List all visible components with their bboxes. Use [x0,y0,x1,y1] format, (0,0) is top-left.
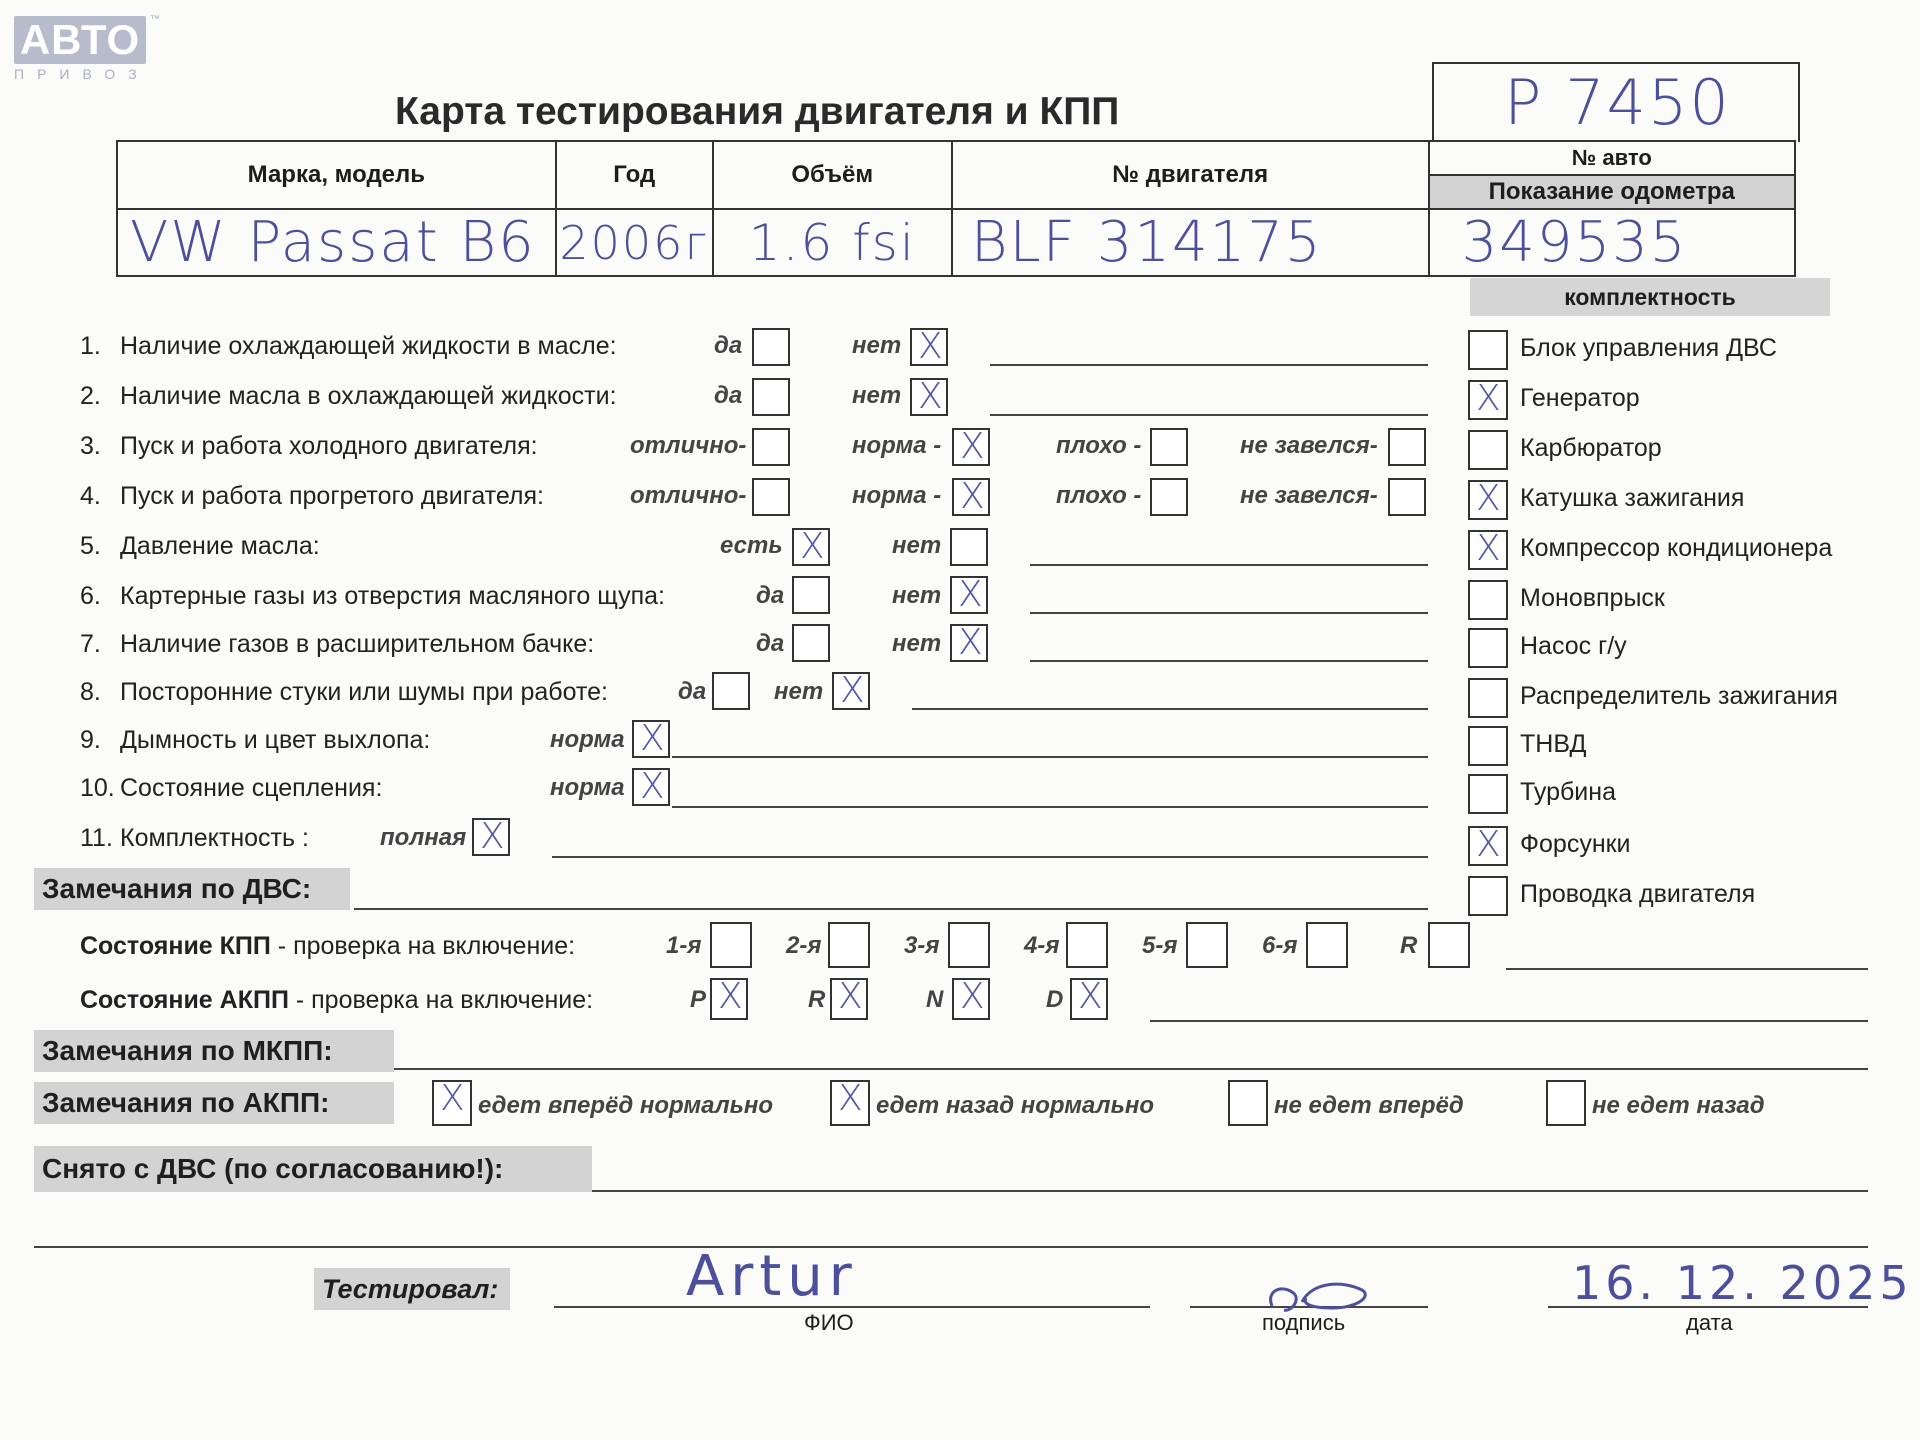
completeness-checkbox-6[interactable] [1468,580,1508,620]
gear-4-checkbox[interactable] [1066,922,1108,968]
completeness-label-5: Компрессор кондиционера [1520,534,1833,562]
q4-normal-checkbox[interactable] [952,478,990,516]
gear-2-label: 2-я [786,932,822,959]
q6-number: 6. [80,582,101,610]
q3-nostart-checkbox[interactable] [1388,428,1426,466]
auto-number-box [1432,62,1800,142]
q4-number: 4. [80,482,101,510]
akpp-notes-line [1150,1020,1868,1022]
q4-opt4-label: не завелся- [1240,482,1378,509]
q5-opt1-label: есть [720,532,783,559]
tester-name-value: Artur [686,1244,858,1309]
q5-no-checkbox[interactable] [950,528,988,566]
q4-opt1-label: отлично- [630,482,747,509]
q4-bad-checkbox[interactable] [1150,478,1188,516]
q3-opt4-label: не завелся- [1240,432,1378,459]
q3-excellent-checkbox[interactable] [752,428,790,466]
q9-notes-line [672,756,1428,758]
completeness-checkbox-1[interactable] [1468,330,1508,370]
q6-no-checkbox[interactable] [950,576,988,614]
q7-notes-line [1030,660,1428,662]
completeness-label-8: Распределитель зажигания [1520,682,1838,710]
completeness-label-11: Форсунки [1520,830,1631,858]
gear-3-label: 3-я [904,932,940,959]
vehicle-info-table [116,140,1796,277]
akpp-no-forward-checkbox[interactable] [1228,1080,1268,1126]
odometer-label: Показание одометра [1430,176,1794,208]
auto-number-label: № авто [1430,142,1794,176]
akpp-no-backward-label: не едет назад [1592,1092,1765,1119]
q10-opt1-label: норма [550,774,625,801]
akpp-r-checkbox[interactable] [830,978,868,1020]
akpp-r-label: R [808,986,826,1013]
q3-opt3-label: плохо - [1056,432,1142,459]
gear-5-checkbox[interactable] [1186,922,1228,968]
akpp-n-label: N [926,986,944,1013]
gear-r-checkbox[interactable] [1428,922,1470,968]
q9-opt1-label: норма [550,726,625,753]
odometer-value: 349535 [1429,209,1795,276]
q7-label: Наличие газов в расширительном бачке: [120,630,595,658]
kpp-label-bold: Состояние КПП [80,932,271,960]
q7-number: 7. [80,630,101,658]
completeness-label-2: Генератор [1520,384,1640,412]
q6-opt1-label: да [756,582,785,609]
logo-trademark: ™ [150,14,160,25]
completeness-label-10: Турбина [1520,778,1616,806]
q10-normal-checkbox[interactable] [632,768,670,806]
akpp-n-checkbox[interactable] [952,978,990,1020]
akpp-p-checkbox[interactable] [710,978,748,1020]
q4-label: Пуск и работа прогретого двигателя: [120,482,544,510]
remarks-dvs-line [354,908,1428,910]
q7-opt1-label: да [756,630,785,657]
akpp-forward-ok-label: едет вперёд нормально [478,1092,774,1119]
q6-notes-line [1030,612,1428,614]
date-value: 16. 12. 2025 [1572,1256,1913,1310]
kpp-label-rest: - проверка на включение: [270,932,576,960]
year-value: 2006г [556,209,713,276]
gear-r-label: R [1400,932,1418,959]
akpp-no-backward-checkbox[interactable] [1546,1080,1586,1126]
q1-opt1-label: да [714,332,743,359]
gear-6-checkbox[interactable] [1306,922,1348,968]
q7-yes-checkbox[interactable] [792,624,830,662]
q8-label: Посторонние стуки или шумы при работе: [120,678,608,706]
q1-opt2-label: нет [852,332,902,359]
q1-yes-checkbox[interactable] [752,328,790,366]
q11-opt1-label: полная [380,824,467,851]
remarks-akpp-label: Замечания по АКПП: [34,1082,394,1124]
gear-1-checkbox[interactable] [710,922,752,968]
q2-opt1-label: да [714,382,743,409]
q2-number: 2. [80,382,101,410]
gear-1-label: 1-я [666,932,702,959]
completeness-checkbox-2[interactable] [1468,380,1508,420]
akpp-forward-ok-checkbox[interactable] [432,1080,472,1126]
q11-notes-line [552,856,1428,858]
q6-yes-checkbox[interactable] [792,576,830,614]
q4-opt2-label: норма - [852,482,942,509]
removed-line-2 [34,1246,1868,1248]
q1-notes-line [990,364,1428,366]
q2-no-checkbox[interactable] [910,378,948,416]
q9-label: Дымность и цвет выхлопа: [120,726,431,754]
fio-caption: ФИО [804,1310,854,1335]
q4-opt3-label: плохо - [1056,482,1142,509]
q7-no-checkbox[interactable] [950,624,988,662]
completeness-label-6: Моновпрыск [1520,584,1665,612]
q8-number: 8. [80,678,101,706]
q3-normal-checkbox[interactable] [952,428,990,466]
q5-opt2-label: нет [892,532,942,559]
q5-number: 5. [80,532,101,560]
akpp-label [80,986,593,1015]
q2-opt2-label: нет [852,382,902,409]
q6-label: Картерные газы из отверстия масляного щупа: [120,582,665,610]
q8-yes-checkbox[interactable] [712,672,750,710]
engine-value: BLF 314175 [952,209,1429,276]
q9-number: 9. [80,726,101,754]
q4-excellent-checkbox[interactable] [752,478,790,516]
removed-line [592,1190,1868,1192]
q3-number: 3. [80,432,101,460]
akpp-label-bold: Состояние АКПП [80,986,289,1014]
completeness-checkbox-11[interactable] [1468,826,1508,866]
completeness-label-9: ТНВД [1520,730,1587,758]
completeness-checkbox-9[interactable] [1468,726,1508,766]
gear-5-label: 5-я [1142,932,1178,959]
logo-subtitle: ПРИВОЗ [14,66,150,82]
q2-notes-line [990,414,1428,416]
completeness-label-7: Насос г/у [1520,632,1627,660]
completeness-label-12: Проводка двигателя [1520,880,1756,908]
kpp-label [80,932,575,961]
akpp-p-label: P [690,986,707,1013]
removed-label: Снято с ДВС (по согласованию!): [34,1146,592,1192]
completeness-checkbox-10[interactable] [1468,774,1508,814]
q9-normal-checkbox[interactable] [632,720,670,758]
q6-opt2-label: нет [892,582,942,609]
kpp-notes-line [1506,968,1868,970]
q3-label: Пуск и работа холодного двигателя: [120,432,538,460]
logo: АВТО [14,16,146,64]
q10-label: Состояние сцепления: [120,774,383,802]
q3-opt1-label: отлично- [630,432,747,459]
completeness-checkbox-8[interactable] [1468,678,1508,718]
engine-header: № двигателя [952,141,1429,209]
completeness-label-4: Катушка зажигания [1520,484,1745,512]
q3-opt2-label: норма - [852,432,942,459]
page-title: Карта тестирования двигателя и КПП [395,90,1120,133]
gear-4-label: 4-я [1024,932,1060,959]
akpp-backward-ok-label: едет назад нормально [876,1092,1155,1119]
gear-3-checkbox[interactable] [948,922,990,968]
volume-header: Объём [713,141,952,209]
akpp-d-checkbox[interactable] [1070,978,1108,1020]
q1-number: 1. [80,332,101,360]
q11-full-checkbox[interactable] [472,818,510,856]
q3-bad-checkbox[interactable] [1150,428,1188,466]
brand-value: VW Passat B6 [117,209,556,276]
completeness-checkbox-4[interactable] [1468,480,1508,520]
q11-label: Комплектность : [120,824,309,852]
q5-label: Давление масла: [120,532,320,560]
signature-caption: подпись [1262,1310,1346,1335]
completeness-checkbox-7[interactable] [1468,628,1508,668]
q8-notes-line [912,708,1428,710]
akpp-label-rest: - проверка на включение: [288,986,594,1014]
q4-nostart-checkbox[interactable] [1388,478,1426,516]
completeness-checkbox-3[interactable] [1468,430,1508,470]
q11-number: 11. [80,824,113,852]
q2-label: Наличие масла в охлаждающей жидкости: [120,382,617,410]
q5-yes-checkbox[interactable] [792,528,830,566]
q10-notes-line [672,806,1428,808]
auto-odometer-header [1429,141,1795,209]
remarks-mkpp-line [394,1068,1868,1070]
q8-opt1-label: да [678,678,707,705]
volume-value: 1.6 fsi [713,209,952,276]
remarks-mkpp-label: Замечания по МКПП: [34,1030,394,1072]
auto-number-value: P 7450 [1504,66,1731,139]
completeness-checkbox-5[interactable] [1468,530,1508,570]
q8-opt2-label: нет [774,678,824,705]
tested-by-label: Тестировал: [314,1268,510,1310]
brand-header: Марка, модель [117,141,556,209]
completeness-label-1: Блок управления ДВС [1520,334,1777,362]
q2-yes-checkbox[interactable] [752,378,790,416]
gear-6-label: 6-я [1262,932,1298,959]
date-caption: дата [1686,1310,1733,1335]
completeness-checkbox-12[interactable] [1468,876,1508,916]
q8-no-checkbox[interactable] [832,672,870,710]
q1-label: Наличие охлаждающей жидкости в масле: [120,332,617,360]
completeness-title: комплектность [1470,278,1830,316]
q7-opt2-label: нет [892,630,942,657]
akpp-backward-ok-checkbox[interactable] [830,1080,870,1126]
completeness-label-3: Карбюратор [1520,434,1662,462]
q10-number: 10. [80,774,115,802]
akpp-d-label: D [1046,986,1064,1013]
gear-2-checkbox[interactable] [828,922,870,968]
q5-notes-line [1030,564,1428,566]
year-header: Год [556,141,713,209]
q1-no-checkbox[interactable] [910,328,948,366]
remarks-dvs-label: Замечания по ДВС: [34,868,350,910]
akpp-no-forward-label: не едет вперёд [1274,1092,1464,1119]
